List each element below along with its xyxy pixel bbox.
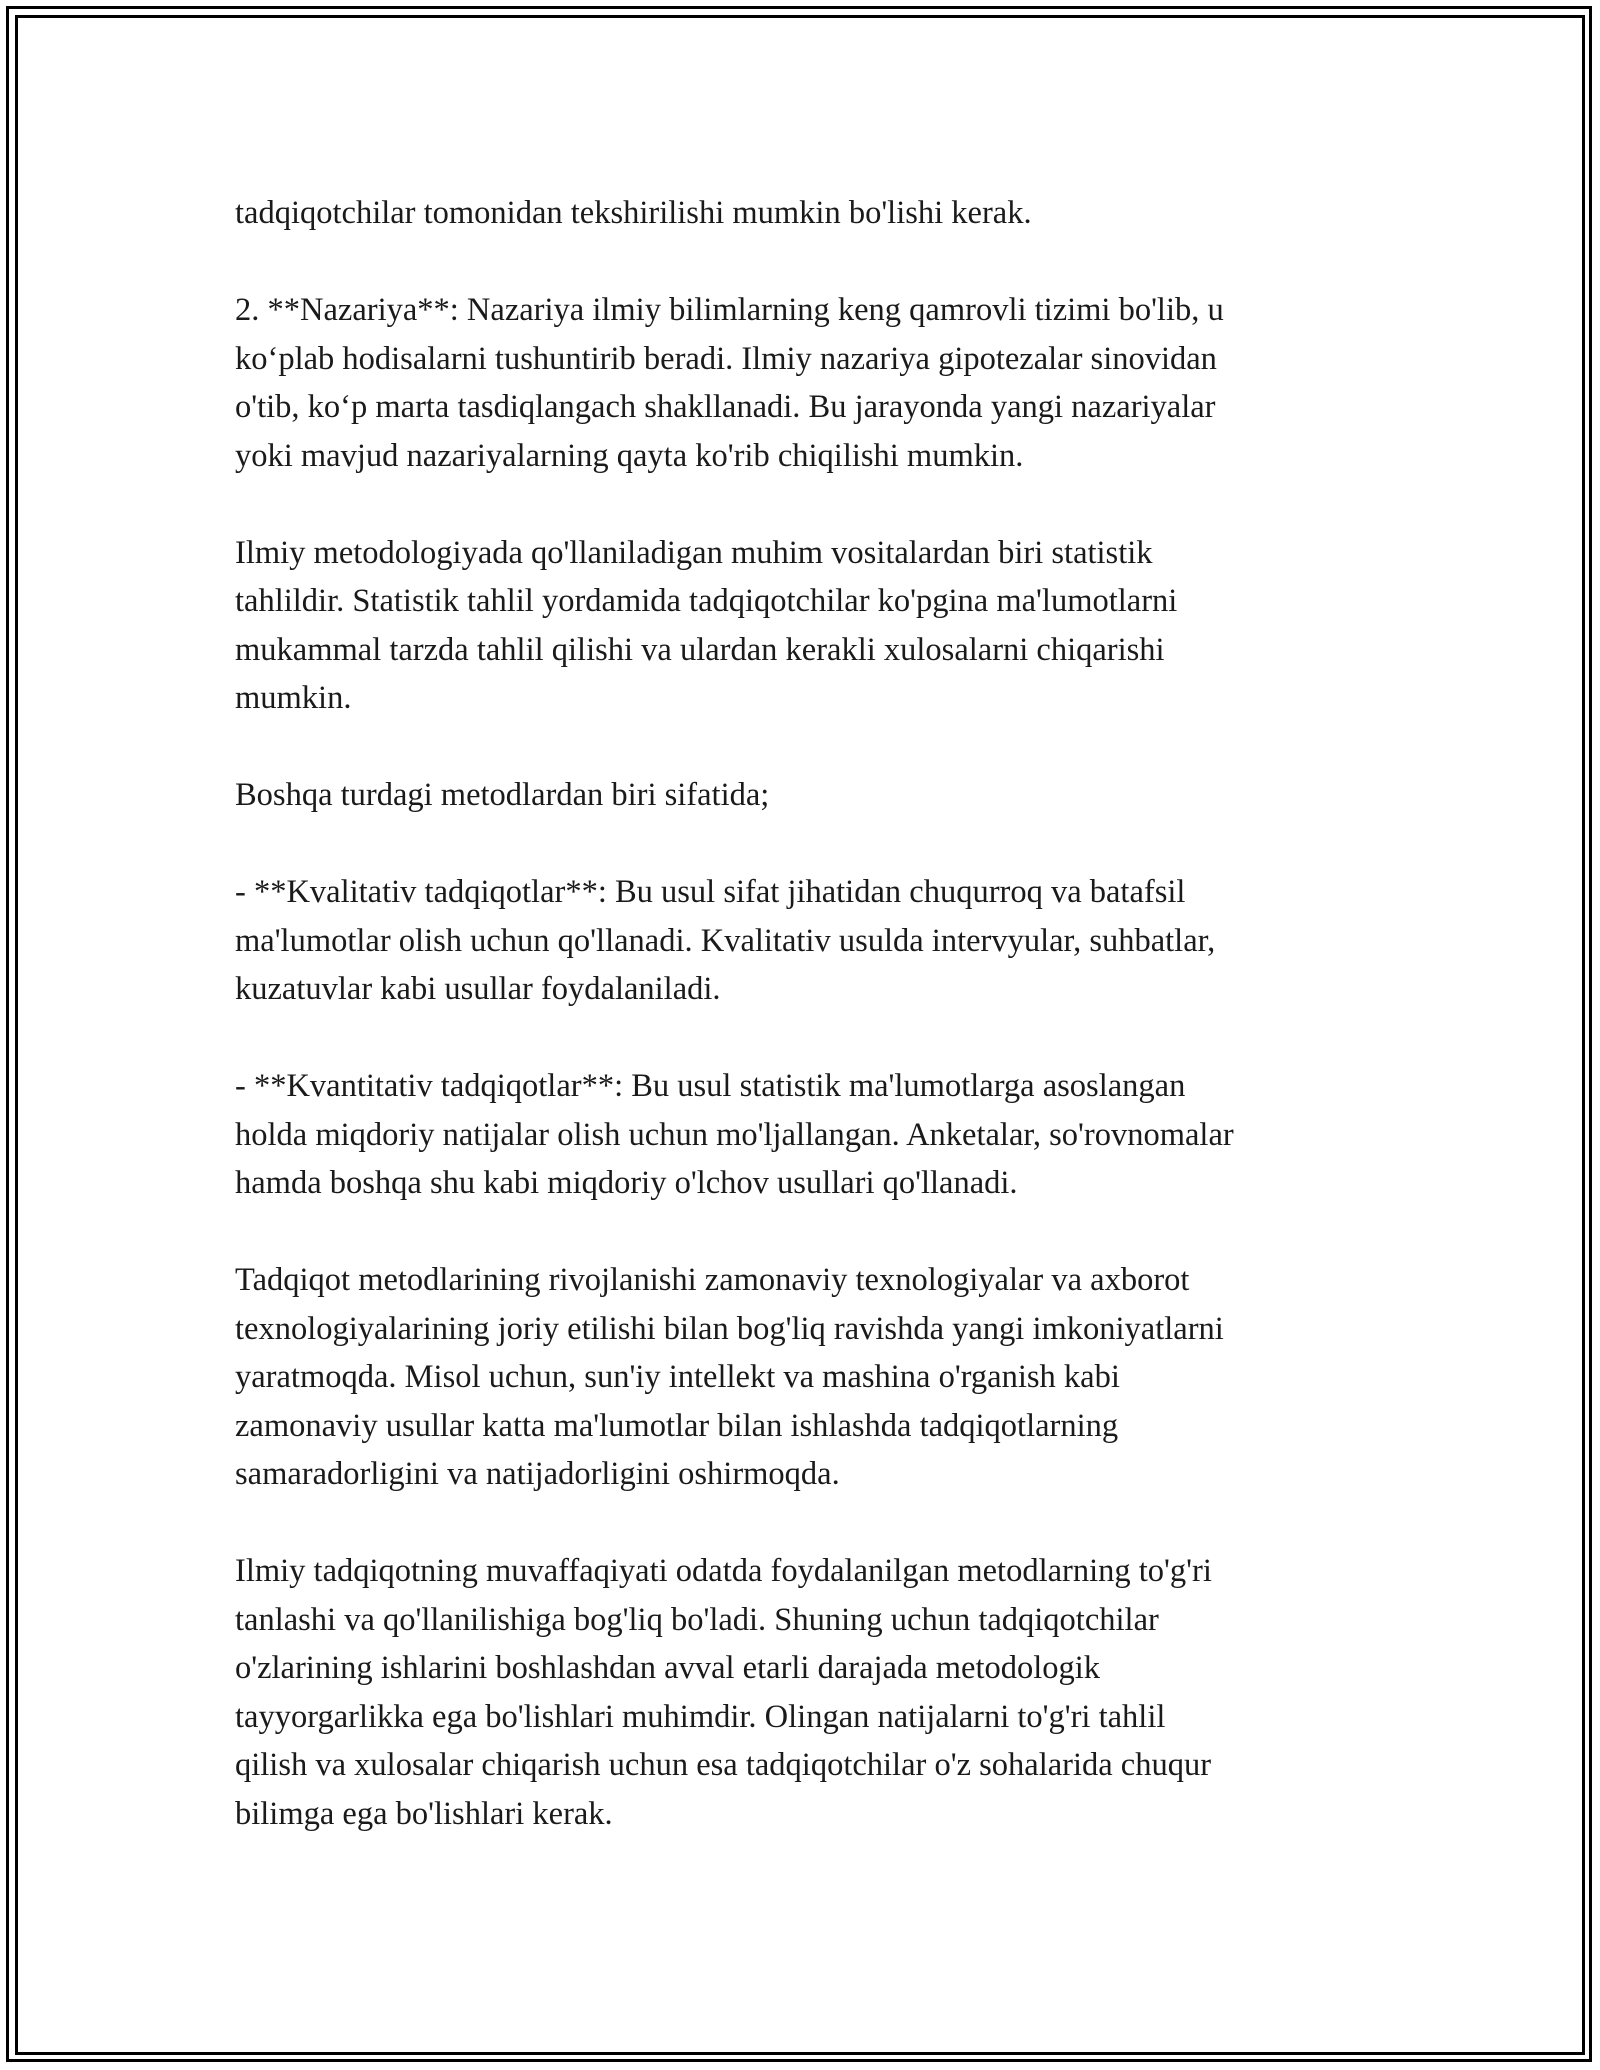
paragraph-kvalitativ: - **Kvalitativ tadqiqotlar**: Bu usul sifat jihatidan chuqurroq va batafsil ma'lumotlar olish uchun qo'llanadi. Kvalitativ usulda intervyular, suhbatlar, kuzatuvlar kabi usullar foydalaniladi. xyxy=(235,874,1216,1007)
document-body xyxy=(235,189,1375,1838)
paragraph-statistik-tahlil: Ilmiy metodologiyada qo'llaniladigan muhim vositalardan biri statistik tahlildir. Statistik tahlil yordamida tadqiqotchilar ko'pgina ma'lumotlarni mukammal tarzda tahlil qilishi va ulardan kerakli xulosalarni chiqarishi mumkin. xyxy=(235,534,1178,716)
paragraph-muvaffaqiyat: Ilmiy tadqiqotning muvaffaqiyati odatda foydalanilgan metodlarning to'g'ri tanlashi va qo'llanilishiga bog'liq bo'ladi. Shuning uchun tadqiqotchilar o'zlarining ishlarini boshlashdan avval etarli darajada metodologik tayyorgarlikka ega bo'lishlari muhimdir. Olingan natijalarni to'g'ri tahlil qilish va xulosalar chiqarish uchun esa tadqiqotchilar o'z sohalarida chuqur bilimga ega bo'lishlari kerak. xyxy=(235,1553,1212,1832)
paragraph-nazariya: 2. **Nazariya**: Nazariya ilmiy bilimlarning keng qamrovli tizimi bo'lib, u ko‘plab hodisalarni tushuntirib beradi. Ilmiy nazariya gipotezalar sinovidan o'tib, ko‘p marta tasdiqlangach shakllanadi. Bu jarayonda yangi nazariyalar yoki mavjud nazariyalarning qayta ko'rib chiqilishi mumkin. xyxy=(235,292,1224,474)
paragraph-boshqa-metodlar: Boshqa turdagi metodlardan biri sifatida; xyxy=(235,777,770,813)
paragraph-continuation: tadqiqotchilar tomonidan tekshirilishi mumkin bo'lishi kerak. xyxy=(235,195,1032,231)
paragraph-kvantitativ: - **Kvantitativ tadqiqotlar**: Bu usul statistik ma'lumotlarga asoslangan holda miqdoriy natijalar olish uchun mo'ljallangan. Anketalar, so'rovnomalar hamda boshqa shu kabi miqdoriy o'lchov usullari qo'llanadi. xyxy=(235,1068,1234,1201)
paragraph-texnologiyalar: Tadqiqot metodlarining rivojlanishi zamonaviy texnologiyalar va axborot texnologiyalarining joriy etilishi bilan bog'liq ravishda yangi imkoniyatlarni yaratmoqda. Misol uchun, sun'iy intellekt va mashina o'rganish kabi zamonaviy usullar katta ma'lumotlar bilan ishlashda tadqiqotlarning samaradorligini va natijadorligini oshirmoqda. xyxy=(235,1262,1224,1492)
